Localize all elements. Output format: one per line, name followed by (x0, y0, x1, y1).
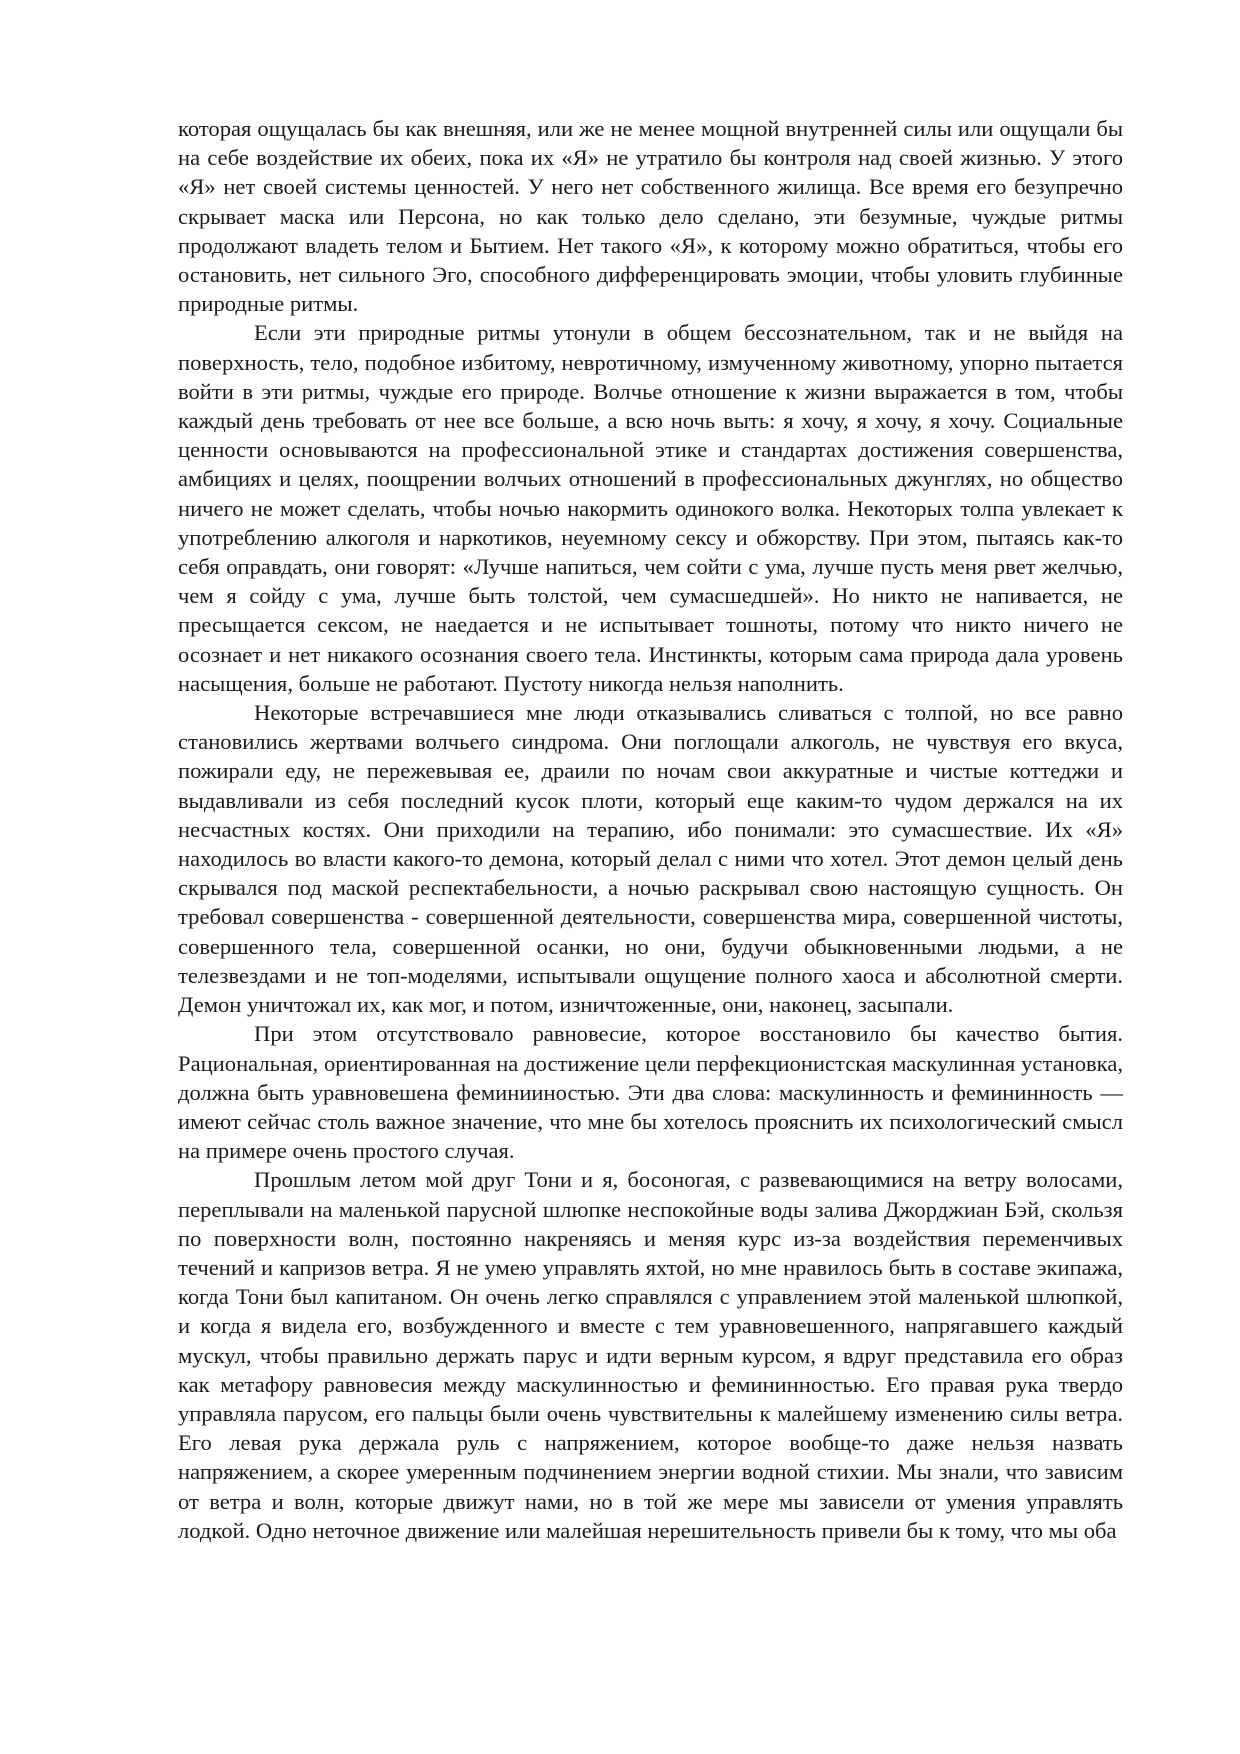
paragraph-balance: При этом отсутствовало равновесие, которое восстановило бы качество бытия. Рациональная, ориентированная на достижение цели перфекционистская маскулинная установка, должна быть уравновешена феминииностью. Эти два слова: маскулинность и фемининность — имеют сейчас столь важное значение, что мне бы хотелось прояснить их психологический смысл на примере очень простого случая. (178, 1021, 1123, 1164)
paragraph-sailing: Прошлым летом мой друг Тони и я, босоногая, с развевающимися на ветру волосами, переплывали на маленькой парусной шлюпке неспокойные воды залива Джорджиан Бэй, скользя по поверхности волн, постоянно накреняясь и меняя курс из-за воздействия переменчивых течений и капризов ветра. Я не умею управлять яхтой, но мне нравилось быть в составе экипажа, когда Тони был капитаном. Он очень легко справлялся с управлением этой маленькой шлюпкой, и когда я видела его, возбужденного и вместе с тем уравновешенного, напрягавшего каждый мускул, чтобы правильно держать парус и идти верным курсом, я вдруг представила его образ как метафору равновесия между маскулинностью и фемининностью. Его правая рука твердо управляла парусом, его пальцы были очень чувствительны к малейшему изменению силы ветра. Его левая рука держала руль с напряжением, которое вообще-то даже нельзя назвать напряжением, а скорее умеренным подчинением энергии водной стихии. Мы знали, что зависим от ветра и волн, которые движут нами, но в той же мере мы зависели от умения управлять лодкой. Одно неточное движение или малейшая нерешительность привели бы к тому, что мы оба (178, 1167, 1123, 1543)
paragraph-demon: Некоторые встречавшиеся мне люди отказывались сливаться с толпой, но все равно становились жертвами волчьего синдрома. Они поглощали алкоголь, не чувствуя его вкуса, пожирали еду, не пережевывая ее, драили по ночам свои аккуратные и чистые коттеджи и выдавливали из себя последний кусок плоти, который еще каким-то чудом держался на их несчастных костях. Они приходили на терапию, ибо понимали: это сумасшествие. Их «Я» находилось во власти какого-то демона, который делал с ними что хотел. Этот демон целый день скрывался под маской респектабельности, а ночью раскрывал свою настоящую сущность. Он требовал совершенства - совершенной деятельности, совершенства мира, совершенной чистоты, совершенного тела, совершенной осанки, но они, будучи обыкновенными людьми, а не телезвездами и не топ-моделями, испытывали ощущение полного хаоса и абсолютной смерти. Демон уничтожал их, как мог, и потом, изничтоженные, они, наконец, засыпали. (178, 700, 1123, 1018)
document-page (178, 114, 1123, 1545)
paragraph-wolf-syndrome: Если эти природные ритмы утонули в общем бессознательном, так и не выйдя на поверхность, тело, подобное избитому, невротичному, измученному животному, упорно пытается войти в эти ритмы, чуждые его природе. Волчье отношение к жизни выражается в том, чтобы каждый день требовать от нее все больше, а всю ночь выть: я хочу, я хочу, я хочу. Социальные ценности основываются на профессиональной этике и стандартах достижения совершенства, амбициях и целях, поощрении волчьих отношений в профессиональных джунглях, но общество ничего не может сделать, чтобы ночью накормить одинокого волка. Некоторых толпа увлекает к употреблению алкоголя и наркотиков, неуемному сексу и обжорству. При этом, пытаясь как-то себя оправдать, они говорят: «Лучше напиться, чем сойти с ума, лучше пусть меня рвет желчью, чем я сойду с ума, лучше быть толстой, чем сумасшедшей». Но никто не напивается, не пресыщается сексом, не наедается и не испытывает тошноты, потому что никто ничего не осознает и нет никакого осознания своего тела. Инстинкты, которым сама природа дала уровень насыщения, больше не работают. Пустоту никогда нельзя наполнить. (178, 320, 1123, 696)
paragraph-continuation: которая ощущалась бы как внешняя, или же не менее мощной внутренней силы или ощущали бы на себе воздействие их обеих, пока их «Я» не утратило бы контроля над своей жизнью. У этого «Я» нет своей системы ценностей. У него нет собственного жилища. Все время его безупречно скрывает маска или Персона, но как только дело сделано, эти безумные, чуждые ритмы продолжают владеть телом и Бытием. Нет такого «Я», к которому можно обратиться, чтобы его остановить, нет сильного Эго, способного дифференцировать эмоции, чтобы уловить глубинные природные ритмы. (178, 116, 1123, 317)
